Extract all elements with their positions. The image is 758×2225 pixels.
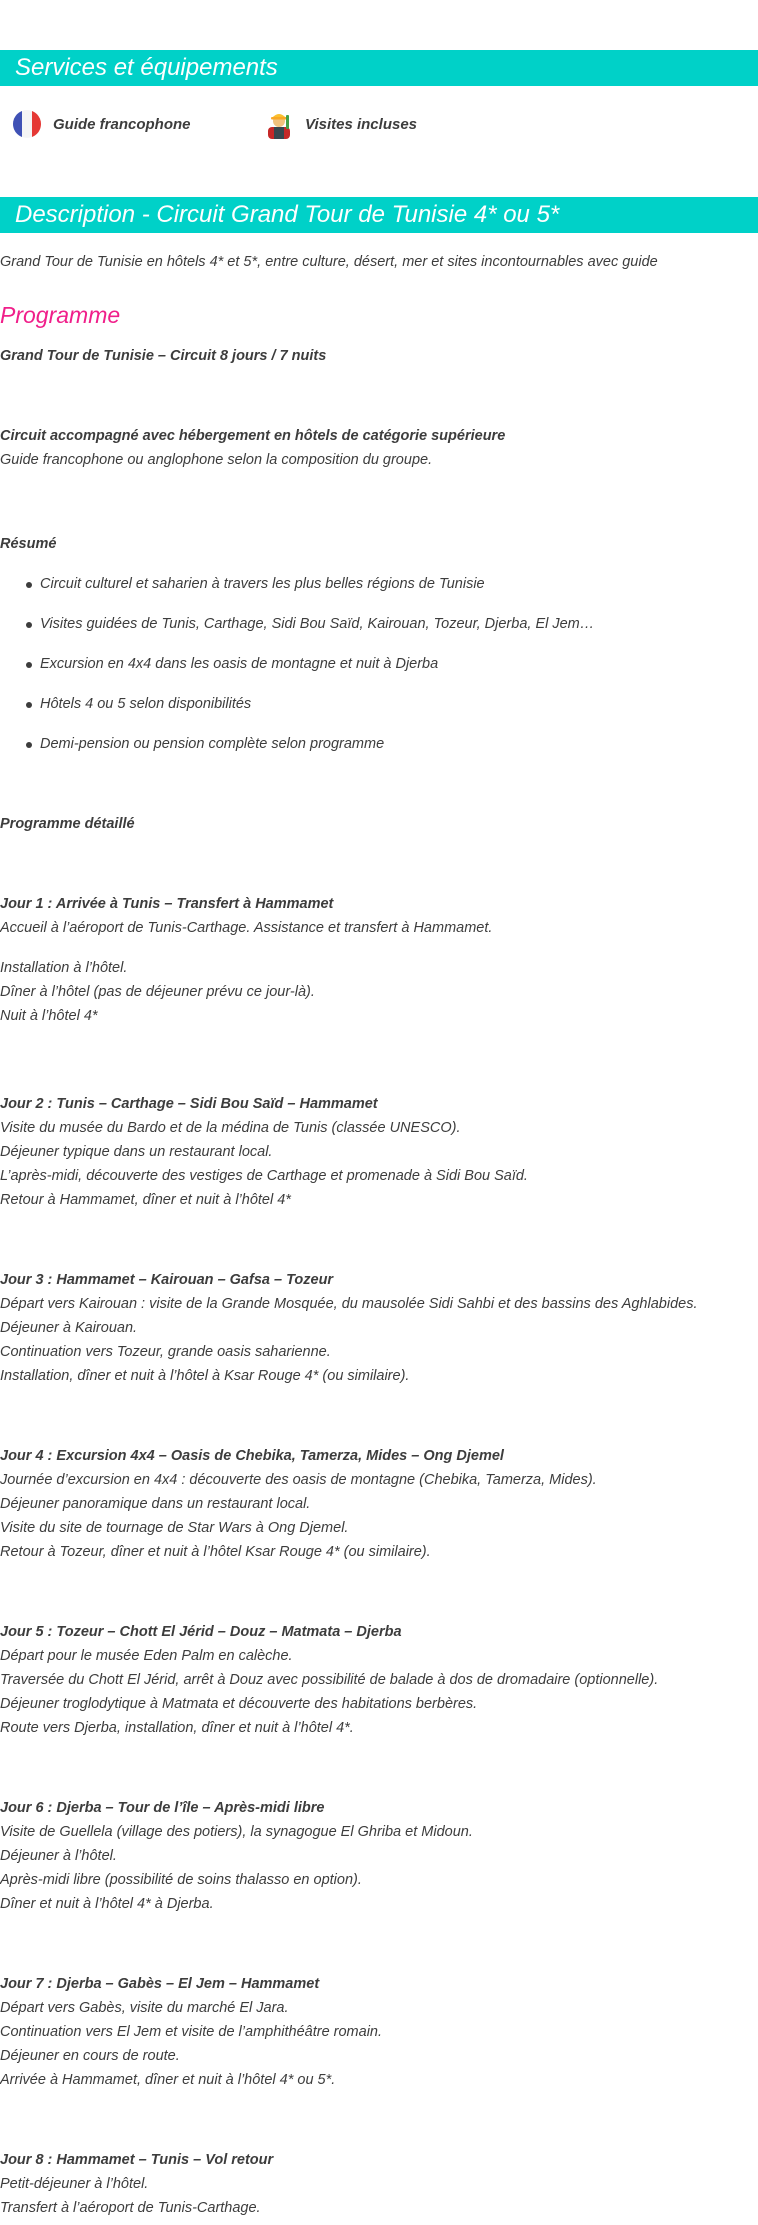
day-line: Après-midi libre (possibilité de soins thalasso en option). — [0, 1872, 362, 1888]
list-item: Demi-pension ou pension complète selon programme — [0, 732, 758, 772]
list-item: Visites guidées de Tunis, Carthage, Sidi Bou Saïd, Kairouan, Tozeur, Djerba, El Jem… — [0, 612, 758, 652]
day-line: Accueil à l’aéroport de Tunis-Carthage. Assistance et transfert à Hammamet. — [0, 920, 493, 936]
detail-title: Programme détaillé — [0, 816, 135, 832]
france-flag-icon — [12, 109, 42, 139]
day-6 — [0, 1796, 758, 1916]
tour-guide-icon — [264, 109, 294, 139]
list-item: Hôtels 4 ou 5 selon disponibilités — [0, 692, 758, 732]
services-banner: Services et équipements — [0, 50, 758, 86]
day-4 — [0, 1444, 758, 1564]
day-line: Déjeuner en cours de route. — [0, 2048, 180, 2064]
day-line: Journée d’excursion en 4x4 : découverte des oasis de montagne (Chebika, Tamerza, Mides). — [0, 1472, 597, 1488]
service-label: Guide francophone — [53, 115, 191, 133]
day-line: Transfert à l’aéroport de Tunis-Carthage. — [0, 2200, 261, 2216]
service-visites-incluses — [264, 106, 417, 142]
day-title: Jour 3 : Hammamet – Kairouan – Gafsa – Tozeur — [0, 1272, 334, 1288]
programme-subtitle: Grand Tour de Tunisie – Circuit 8 jours / 7 nuits — [0, 348, 327, 364]
day-2 — [0, 1092, 758, 1212]
day-line: Installation, dîner et nuit à l’hôtel à Ksar Rouge 4* (ou similaire). — [0, 1368, 410, 1384]
day-line: Déjeuner panoramique dans un restaurant local. — [0, 1496, 311, 1512]
day-line: Dîner et nuit à l’hôtel 4* à Djerba. — [0, 1896, 214, 1912]
list-item: Excursion en 4x4 dans les oasis de montagne et nuit à Djerba — [0, 652, 758, 692]
day-line: Déjeuner à Kairouan. — [0, 1320, 138, 1336]
day-title: Jour 2 : Tunis – Carthage – Sidi Bou Saïd – Hammamet — [0, 1096, 378, 1112]
description-intro: Grand Tour de Tunisie en hôtels 4* et 5*, entre culture, désert, mer et sites incontournables avec guide — [0, 254, 658, 270]
day-line: Départ pour le musée Eden Palm en calèche. — [0, 1648, 293, 1664]
day-title: Jour 4 : Excursion 4x4 – Oasis de Chebika, Tamerza, Mides – Ong Djemel — [0, 1448, 504, 1464]
day-line: Traversée du Chott El Jérid, arrêt à Douz avec possibilité de balade à dos de dromadaire (optionnelle). — [0, 1672, 659, 1688]
day-line: Déjeuner troglodytique à Matmata et découverte des habitations berbères. — [0, 1696, 478, 1712]
description-banner: Description - Circuit Grand Tour de Tunisie 4* ou 5* — [0, 197, 758, 233]
day-spacer — [0, 940, 758, 956]
day-line: Visite du musée du Bardo et de la médina de Tunis (classée UNESCO). — [0, 1120, 461, 1136]
day-line: Départ vers Kairouan : visite de la Grande Mosquée, du mausolée Sidi Sahbi et des bassins des Aghlabides. — [0, 1296, 698, 1312]
day-8 — [0, 2148, 758, 2220]
day-3 — [0, 1268, 758, 1388]
day-line: Visite de Guellela (village des potiers), la synagogue El Ghriba et Midoun. — [0, 1824, 473, 1840]
day-line: Visite du site de tournage de Star Wars à Ong Djemel. — [0, 1520, 349, 1536]
day-title: Jour 1 : Arrivée à Tunis – Transfert à Hammamet — [0, 896, 334, 912]
day-title: Jour 5 : Tozeur – Chott El Jérid – Douz – Matmata – Djerba — [0, 1624, 402, 1640]
accompagne-section — [0, 424, 758, 472]
services-list — [12, 106, 712, 142]
day-title: Jour 7 : Djerba – Gabès – El Jem – Hammamet — [0, 1976, 320, 1992]
day-line: Départ vers Gabès, visite du marché El Jara. — [0, 2000, 289, 2016]
day-line: Petit-déjeuner à l’hôtel. — [0, 2176, 149, 2192]
service-guide-francophone — [12, 106, 191, 142]
day-line: Dîner à l’hôtel (pas de déjeuner prévu ce jour-là). — [0, 984, 315, 1000]
day-title: Jour 6 : Djerba – Tour de l’île – Après-midi libre — [0, 1800, 325, 1816]
day-line: Installation à l’hôtel. — [0, 960, 128, 976]
day-line: Arrivée à Hammamet, dîner et nuit à l’hôtel 4* ou 5*. — [0, 2072, 336, 2088]
programme-title: Programme — [0, 302, 121, 328]
resume-title: Résumé — [0, 536, 57, 552]
day-5 — [0, 1620, 758, 1740]
day-line: Continuation vers El Jem et visite de l’amphithéâtre romain. — [0, 2024, 383, 2040]
day-line: Nuit à l’hôtel 4* — [0, 1008, 98, 1024]
accompagne-title: Circuit accompagné avec hébergement en hôtels de catégorie supérieure — [0, 428, 506, 444]
service-label: Visites incluses — [305, 115, 418, 133]
accompagne-text: Guide francophone ou anglophone selon la composition du groupe. — [0, 452, 433, 468]
day-line: Continuation vers Tozeur, grande oasis saharienne. — [0, 1344, 331, 1360]
day-1 — [0, 892, 758, 1028]
list-item: Circuit culturel et saharien à travers les plus belles régions de Tunisie — [0, 572, 758, 612]
day-title: Jour 8 : Hammamet – Tunis – Vol retour — [0, 2152, 274, 2168]
day-line: Route vers Djerba, installation, dîner et nuit à l’hôtel 4*. — [0, 1720, 354, 1736]
day-line: Déjeuner typique dans un restaurant local. — [0, 1144, 273, 1160]
day-line: Déjeuner à l’hôtel. — [0, 1848, 117, 1864]
day-line: Retour à Tozeur, dîner et nuit à l’hôtel Ksar Rouge 4* (ou similaire). — [0, 1544, 431, 1560]
day-line: L’après-midi, découverte des vestiges de Carthage et promenade à Sidi Bou Saïd. — [0, 1168, 528, 1184]
day-7 — [0, 1972, 758, 2092]
day-line: Retour à Hammamet, dîner et nuit à l’hôtel 4* — [0, 1192, 291, 1208]
resume-list — [0, 572, 758, 772]
